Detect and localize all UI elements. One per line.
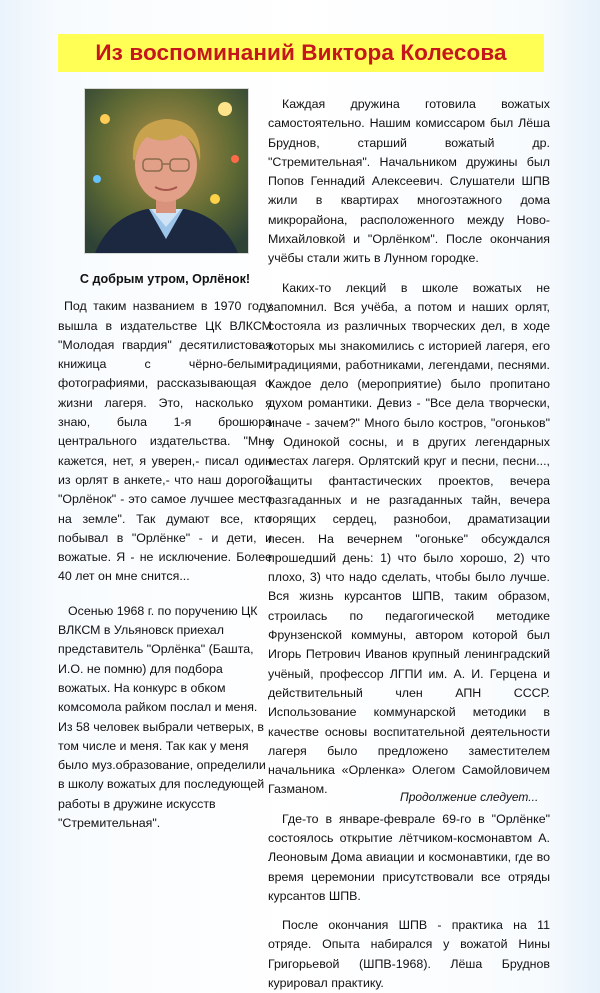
continued-note: Продолжение следует...: [400, 790, 539, 804]
paragraph: После окончания ШПВ - практика на 11 отряде. Опыта набирался у вожатой Нины Григорьевой (ШПВ-1968). Лёша Бруднов курировал практику.: [268, 918, 550, 991]
paragraph: Каких-то лекций в школе вожатых не запомнил. Вся учёба, а потом и наших орлят, состояла из различных творческих дел, в ходе которых мы знакомились с историей лагеря, его традициями, работниками, легендами, песнями. Каждое дело (мероприятие) было пропитано духом романтики. Девиз - "Все дела творчески, иначе - зачем?" Много было костров, "огоньков" у Одинокой сосны, и в других легендарных местах лагеря. Орлятский круг и песни, песни..., защиты фантастических проектов, вечера разгаданных и не разгаданных тайн, вечера горящих сердец, разнобои, драматизации песен. На вечернем "огоньке" обсуждался прошедший день: 1) что было хорошо, 2) что плохо, 3) что надо сделать, чтобы было лучше. Вся жизнь курсантов ШПВ, таким образом, строилась по педагогической методике Фрунзенской коммуны, автором которой был Игорь Петрович Иванов крупный ленинградский учёный, профессор ЛГПИ им. А. И. Герцена и действительный член АПН СССР. Использование коммунарской методики в качестве основы воспитательной деятельности лагеря было предложено заместителем начальника «Орленка» Олегом Самойловичем Газманом.: [268, 280, 550, 797]
author-portrait: [84, 88, 249, 254]
left-column: [58, 270, 272, 833]
title-banner: [58, 34, 544, 72]
paragraph: Где-то в январе-феврале 69-го в "Орлёнке" состоялось открытие лётчиком-космонавтом А. Леоновым Дома авиации и космонавтики, где во время церемонии присутствовали все отряды курсантов ШПВ.: [268, 811, 550, 903]
paragraph: Каждая дружина готовила вожатых самостоятельно. Нашим комиссаром был Лёша Бруднов, старший вожатый др. "Стремительная". Начальником дружины был Попов Геннадий Алексеевич. Слушатели ШПВ жили в квартирах многоэтажного дома микрорайона, расположенного между Ново-Михайловкой и "Орлёнком". После окончания учёбы стали жить в Лунном городке.: [268, 97, 550, 266]
page-title: Из воспоминаний Виктора Колесова: [95, 40, 507, 65]
right-column: [268, 95, 550, 993]
section-subtitle: С добрым утром, Орлёнок!: [79, 272, 251, 286]
paragraph: Осенью 1968 г. по поручению ЦК ВЛКСМ в Ульяновск приехал представитель "Орлёнка" (Башта, И.О. не помню) для подбора вожатых. На конкурс в обком комсомола райком послал и меня. Из 58 человек выбрали четверых, в том числе и меня. Так как у меня было муз.образование, определили в школу вожатых для последующей работы в дружине искусств "Стремительная".: [58, 603, 266, 831]
paragraph: Под таким названием в 1970 году вышла в издательстве ЦК ВЛКСМ "Молодая гвардия" десятилистовая книжица с чёрно-белыми фотографиями, рассказывающая о жизни лагеря. Это, насколько я знаю, была 1-я брошюра центрального издательства. "Мне кажется, нет, я уверен,- писал один из орлят в анкете,- что наш дорогой "Орлёнок" - это самое лучшее место на земле". Так думают все, кто побывал в "Орлёнке" - и дети, и вожатые. Я - не исключение. Более 40 лет он мне снится...: [58, 299, 272, 584]
